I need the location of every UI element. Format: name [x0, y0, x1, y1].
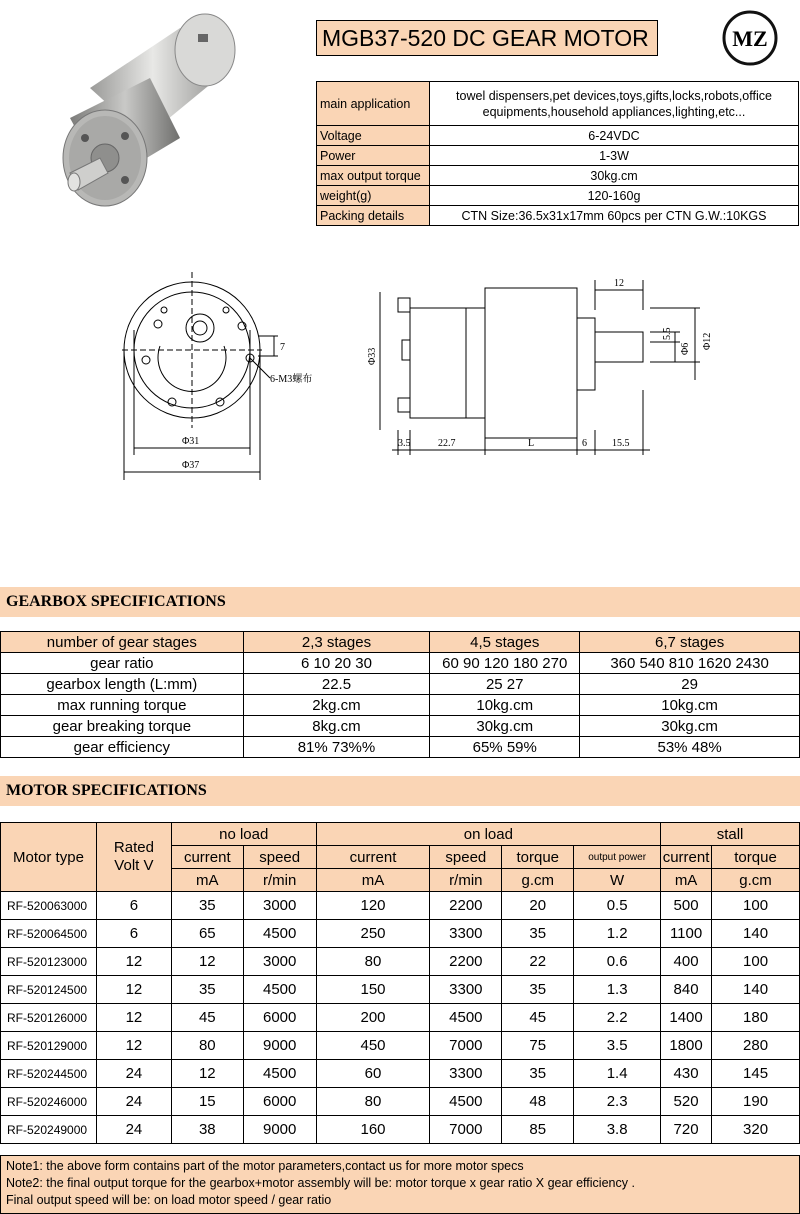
table-cell: 22 [502, 948, 574, 976]
gearbox-row-label: gear efficiency [1, 737, 244, 758]
note-line: Note2: the final output torque for the gearbox+motor assembly will be: motor torque x gear ratio X gear efficiency . [6, 1176, 635, 1190]
table-cell: 3000 [243, 892, 316, 920]
table-cell: 35 [502, 976, 574, 1004]
brand-logo [722, 10, 778, 66]
info-label: Power [317, 146, 430, 166]
table-cell: 840 [661, 976, 712, 1004]
notes [0, 1155, 800, 1214]
table-cell: 12 [96, 948, 171, 976]
info-value: 120-160g [430, 186, 799, 206]
table-cell: 4500 [243, 976, 316, 1004]
motor-model: RF-520123000 [1, 948, 97, 976]
table-cell: 24 [96, 1060, 171, 1088]
table-cell: 7000 [430, 1116, 502, 1144]
table-cell: 9000 [243, 1116, 316, 1144]
motor-col-header: speed [430, 846, 502, 869]
gearbox-col-header: 2,3 stages [243, 632, 430, 653]
motor-model: RF-520064500 [1, 920, 97, 948]
info-value: 1-3W [430, 146, 799, 166]
dim-label: Φ37 [182, 460, 200, 471]
info-value: CTN Size:36.5x31x17mm 60pcs per CTN G.W.:10KGS [430, 206, 799, 226]
dim-label: 22.7 [438, 438, 456, 449]
motor-section-heading: MOTOR SPECIFICATIONS [0, 776, 800, 806]
table-cell: 38 [171, 1116, 243, 1144]
unit-label: r/min [243, 869, 316, 892]
table-cell: 4500 [243, 920, 316, 948]
motor-col-header: torque [712, 846, 800, 869]
table-cell: 35 [502, 920, 574, 948]
table-cell: 35 [171, 976, 243, 1004]
table-cell: 3300 [430, 920, 502, 948]
table-cell: 35 [171, 892, 243, 920]
info-row-power [317, 146, 799, 166]
table-row [1, 1088, 800, 1116]
table-cell: 2kg.cm [243, 695, 430, 716]
motor-header-row [1, 823, 800, 846]
table-cell: 7000 [430, 1032, 502, 1060]
table-cell: 3300 [430, 1060, 502, 1088]
table-cell: 0.5 [574, 892, 661, 920]
table-cell: 200 [316, 1004, 430, 1032]
table-row [1, 1004, 800, 1032]
motor-col-header: output power [574, 846, 661, 869]
table-cell: 80 [316, 948, 430, 976]
note-line: Final output speed will be: on load motor speed / gear ratio [6, 1193, 332, 1207]
motor-type-header: Motor type [1, 823, 97, 892]
table-cell: 140 [712, 920, 800, 948]
gearbox-section-heading: GEARBOX SPECIFICATIONS [0, 587, 800, 617]
dim-label: 5.5 [662, 327, 673, 340]
table-cell: 4500 [430, 1004, 502, 1032]
dim-label: 3.5 [398, 438, 411, 449]
page-title: MGB37-520 DC GEAR MOTOR [316, 20, 658, 56]
table-cell: 9000 [243, 1032, 316, 1060]
table-row [1, 1116, 800, 1144]
table-cell: 3.5 [574, 1032, 661, 1060]
table-row [1, 976, 800, 1004]
table-cell: 2.2 [574, 1004, 661, 1032]
table-cell: 1800 [661, 1032, 712, 1060]
table-cell: 1400 [661, 1004, 712, 1032]
table-cell: 15 [171, 1088, 243, 1116]
info-value: towel dispensers,pet devices,toys,gifts,locks,robots,office equipments,household appliances,lighting,etc... [430, 82, 799, 126]
gearbox-row-label: gearbox length (L:mm) [1, 674, 244, 695]
table-row [1, 1060, 800, 1088]
motor-col-header: speed [243, 846, 316, 869]
table-cell: 24 [96, 1088, 171, 1116]
motor-table [0, 822, 800, 1144]
table-cell: 1100 [661, 920, 712, 948]
motor-model: RF-520246000 [1, 1088, 97, 1116]
rated-volt-header: Rated Volt V [96, 823, 171, 892]
table-cell: 720 [661, 1116, 712, 1144]
gearbox-row-label: gear ratio [1, 653, 244, 674]
table-cell: 12 [96, 1004, 171, 1032]
info-row-torque [317, 166, 799, 186]
dim-label: 6-M3螺布 [270, 374, 313, 385]
info-label: main application [317, 82, 430, 126]
table-cell: 20 [502, 892, 574, 920]
dim-label: Φ31 [182, 436, 200, 447]
motor-model: RF-520063000 [1, 892, 97, 920]
gearbox-row-label: max running torque [1, 695, 244, 716]
table-cell: 85 [502, 1116, 574, 1144]
no-load-header: no load [171, 823, 316, 846]
table-cell: 12 [171, 1060, 243, 1088]
table-cell: 45 [502, 1004, 574, 1032]
table-cell: 4500 [430, 1088, 502, 1116]
table-row [1, 695, 800, 716]
table-cell: 6 10 20 30 [243, 653, 430, 674]
table-cell: 24 [96, 1116, 171, 1144]
gearbox-row-label: gear breaking torque [1, 716, 244, 737]
table-row [1, 892, 800, 920]
table-cell: 53% 48% [580, 737, 800, 758]
table-cell: 360 540 810 1620 2430 [580, 653, 800, 674]
table-cell: 150 [316, 976, 430, 1004]
table-cell: 120 [316, 892, 430, 920]
table-cell: 3300 [430, 976, 502, 1004]
unit-label: W [574, 869, 661, 892]
table-cell: 320 [712, 1116, 800, 1144]
info-label: Voltage [317, 126, 430, 146]
gearbox-col-header: 4,5 stages [430, 632, 580, 653]
unit-label: g.cm [502, 869, 574, 892]
table-cell: 100 [712, 892, 800, 920]
table-cell: 190 [712, 1088, 800, 1116]
table-cell: 80 [316, 1088, 430, 1116]
table-cell: 65 [171, 920, 243, 948]
info-row-application [317, 82, 799, 126]
unit-label: r/min [430, 869, 502, 892]
table-row [1, 737, 800, 758]
on-load-header: on load [316, 823, 660, 846]
table-cell: 35 [502, 1060, 574, 1088]
info-table [316, 81, 799, 226]
motor-model: RF-520124500 [1, 976, 97, 1004]
table-cell: 6 [96, 920, 171, 948]
table-cell: 10kg.cm [580, 695, 800, 716]
motor-table-body [1, 892, 800, 1144]
dim-label: L [528, 438, 535, 449]
stall-header: stall [661, 823, 800, 846]
table-row [1, 948, 800, 976]
table-cell: 12 [96, 1032, 171, 1060]
table-cell: 180 [712, 1004, 800, 1032]
table-cell: 30kg.cm [430, 716, 580, 737]
table-cell: 6000 [243, 1088, 316, 1116]
table-cell: 430 [661, 1060, 712, 1088]
table-cell: 12 [96, 976, 171, 1004]
table-cell: 4500 [243, 1060, 316, 1088]
table-cell: 60 90 120 180 270 [430, 653, 580, 674]
dim-label: Φ33 [367, 347, 378, 365]
table-cell: 3000 [243, 948, 316, 976]
motor-model: RF-520244500 [1, 1060, 97, 1088]
table-cell: 400 [661, 948, 712, 976]
info-value: 6-24VDC [430, 126, 799, 146]
motor-col-header: current [316, 846, 430, 869]
table-cell: 75 [502, 1032, 574, 1060]
technical-drawing [120, 270, 720, 490]
table-cell: 45 [171, 1004, 243, 1032]
table-row [1, 1032, 800, 1060]
info-label: Packing details [317, 206, 430, 226]
table-cell: 2200 [430, 892, 502, 920]
table-cell: 30kg.cm [580, 716, 800, 737]
table-cell: 520 [661, 1088, 712, 1116]
table-row [1, 653, 800, 674]
table-cell: 10kg.cm [430, 695, 580, 716]
table-cell: 6 [96, 892, 171, 920]
dim-label: Φ6 [680, 342, 691, 355]
table-cell: 100 [712, 948, 800, 976]
svg-text:MZ: MZ [732, 26, 768, 51]
table-cell: 1.3 [574, 976, 661, 1004]
table-row [1, 716, 800, 737]
table-cell: 1.2 [574, 920, 661, 948]
table-cell: 3.8 [574, 1116, 661, 1144]
motor-model: RF-520129000 [1, 1032, 97, 1060]
dim-label: 7 [280, 342, 285, 353]
table-cell: 145 [712, 1060, 800, 1088]
gearbox-col-header: number of gear stages [1, 632, 244, 653]
table-row [1, 674, 800, 695]
table-cell: 25 27 [430, 674, 580, 695]
table-cell: 12 [171, 948, 243, 976]
table-cell: 8kg.cm [243, 716, 430, 737]
info-row-weight [317, 186, 799, 206]
motor-model: RF-520126000 [1, 1004, 97, 1032]
table-cell: 1.4 [574, 1060, 661, 1088]
table-cell: 450 [316, 1032, 430, 1060]
note-line: Note1: the above form contains part of the motor parameters,contact us for more motor specs [6, 1159, 524, 1173]
table-cell: 81% 73%% [243, 737, 430, 758]
table-cell: 65% 59% [430, 737, 580, 758]
table-cell: 6000 [243, 1004, 316, 1032]
table-cell: 2.3 [574, 1088, 661, 1116]
info-label: weight(g) [317, 186, 430, 206]
dim-label: 15.5 [612, 438, 630, 449]
dim-label: Φ12 [702, 332, 713, 350]
unit-label: g.cm [712, 869, 800, 892]
dim-label: 12 [614, 278, 624, 289]
table-cell: 2200 [430, 948, 502, 976]
dim-label: 6 [582, 438, 587, 449]
table-cell: 280 [712, 1032, 800, 1060]
table-cell: 29 [580, 674, 800, 695]
table-cell: 250 [316, 920, 430, 948]
motor-photo [30, 8, 240, 228]
table-cell: 0.6 [574, 948, 661, 976]
motor-col-header: current [171, 846, 243, 869]
motor-col-header: current [661, 846, 712, 869]
table-cell: 500 [661, 892, 712, 920]
table-row [1, 920, 800, 948]
unit-label: mA [316, 869, 430, 892]
unit-label: mA [661, 869, 712, 892]
motor-model: RF-520249000 [1, 1116, 97, 1144]
info-label: max output torque [317, 166, 430, 186]
table-cell: 22.5 [243, 674, 430, 695]
table-cell: 60 [316, 1060, 430, 1088]
table-cell: 140 [712, 976, 800, 1004]
motor-col-header: torque [502, 846, 574, 869]
gearbox-table [0, 631, 800, 758]
info-value: 30kg.cm [430, 166, 799, 186]
unit-label: mA [171, 869, 243, 892]
gearbox-col-header: 6,7 stages [580, 632, 800, 653]
table-cell: 160 [316, 1116, 430, 1144]
table-cell: 80 [171, 1032, 243, 1060]
gearbox-header-row [1, 632, 800, 653]
info-row-voltage [317, 126, 799, 146]
table-cell: 48 [502, 1088, 574, 1116]
info-row-packing [317, 206, 799, 226]
